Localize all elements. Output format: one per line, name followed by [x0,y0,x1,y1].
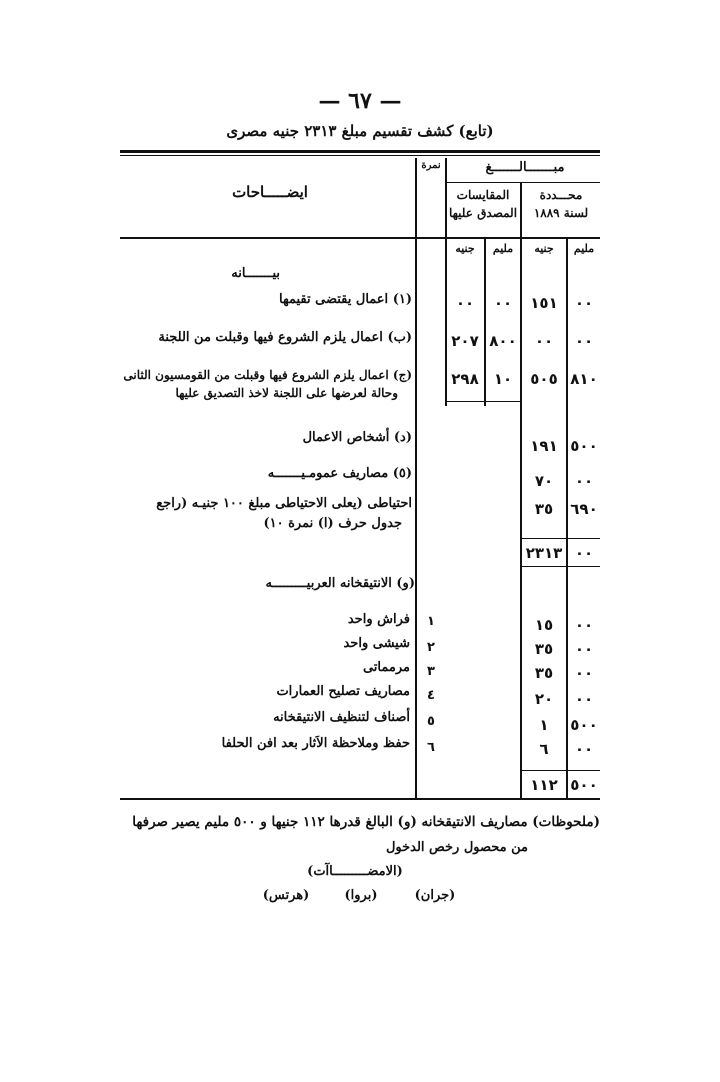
items-total-pound: ١١٢ [530,776,558,794]
item-millieme: ٠٠ [574,690,594,708]
signatory-1: (جران) [414,888,456,903]
subtotal-top-rule [520,538,600,539]
table-row-label-cont: وحالة لعرضها على اللجنة لاخذ التصديق عليها [175,386,398,400]
table-cell: ٢٩٨ [451,370,479,388]
note-line-2: من محصول رخص الدخول [385,840,528,855]
item-millieme: ٠٠ [574,640,594,658]
table-row-label: (٥) مصاريف عمومـيـــــــه [267,466,412,481]
table-cell: ٠٠ [534,332,554,350]
table-cell: ٥٠٥ [530,370,558,388]
item-label: فراش واحد [347,612,410,627]
table-cell: ٨٠٠ [489,332,517,350]
table-cell: ٠٠ [493,294,513,312]
table-cell: ٠٠ [574,294,594,312]
col-sep-fixed-mid [566,238,568,798]
table-cell: ٣٥ [534,500,554,518]
page-title: (تابع) كشف تقسيم مبلغ ٢٣١٣ جنيه مصرى [226,122,494,140]
header-fixed-sub: لسنة ١٨٨٩ [533,206,589,220]
item-label: مصاريف تصليح العمارات [276,684,410,699]
contracts-end-rule [445,401,520,402]
table-cell: ٢٠٧ [451,332,479,350]
table-cell: ١٩١ [530,437,558,455]
item-millieme: ٠٠ [574,664,594,682]
section-w-label: (و) الانتيقخانه العربيـــــــــه [265,576,415,591]
note-line-1: (ملحوظات) مصاريف الانتيقخانه (و) البالغ قدرها ١١٢ جنيها و ٥٠٠ مليم يصير صرفها [132,814,600,830]
header-contracts: المقايسات [456,188,510,202]
subtotal-millieme: ٠٠ [574,544,594,562]
table-cell: ٥٠٠ [570,437,598,455]
table-cell: ٠٠ [455,294,475,312]
table-cell: ٠٠ [574,472,594,490]
item-number: ٥ [427,714,435,729]
unit-rule [445,238,600,239]
item-millieme: ٥٠٠ [570,716,598,734]
subtotal-bottom-rule [520,566,600,567]
item-pound: ١٥ [534,616,554,634]
header-fixed: محـــددة [539,188,583,202]
items-total-top-rule [520,770,600,771]
table-cell: ٠٠ [574,332,594,350]
item-millieme: ٠٠ [574,616,594,634]
item-pound: ٦ [539,740,549,758]
signatory-2: (بروا) [344,888,378,903]
table-cell: ١٥١ [530,294,558,312]
item-number: ٣ [427,664,435,679]
item-pound: ٣٥ [534,640,554,658]
item-label: أصناف لتنظيف الانتيقخانه [273,710,410,725]
table-row-label: (ج) اعمال يلزم الشروع فيها وقبلت من القومسيون الثانى [123,368,412,382]
item-label: حفظ وملاحظة الاَثار بعد افن الحلفا [221,736,410,751]
header-fixed-pound: جنيه [534,242,554,255]
header-explanations: ايضـــــاحات [232,183,308,201]
table-row-label: (ب) اعمال يلزم الشروع فيها وقبلت من اللجنة [158,330,412,345]
amounts-sub-rule [445,182,600,183]
signatures-label: (الامضـــــــــاآت) [307,864,403,879]
header-amounts: مبـــــــالـــــــغ [485,160,565,175]
col-sep-number [415,158,417,798]
item-number: ٢ [427,640,435,655]
table-row-label: (١) اعمال يقتضى تقيمها [279,292,412,307]
item-number: ٦ [427,740,435,755]
table-bottom-rule [120,798,600,800]
table-cell: ١٠ [493,370,513,388]
table-top-rule-thin [120,155,600,156]
header-contracts-sub: المصدق عليها [448,206,518,220]
table-row-label: احتياطى (يعلى الاحتياطى مبلغ ١٠٠ جنيـه (راجع [156,496,412,511]
items-total-millieme: ٥٠٠ [570,776,598,794]
table-row-label-cont: جدول حرف (ا) نمرة ١٠) [263,516,402,531]
subtotal-pound: ٢٣١٣ [525,544,563,562]
item-pound: ٣٥ [534,664,554,682]
header-fixed-millieme: مليم [573,242,595,255]
item-millieme: ٠٠ [574,740,594,758]
header-contracts-millieme: مليم [492,242,514,255]
table-cell: ٧٠ [534,472,554,490]
table-cell: ٦٩٠ [570,500,598,518]
table-row-label: (د) أشخاص الاعمال [302,430,412,445]
item-label: مرمماتى [362,660,410,675]
header-contracts-pound: جنيه [455,242,475,255]
signatory-3: (هرتس) [262,888,310,903]
table-cell: ٨١٠ [570,370,598,388]
section-label: بيـــــــانه [231,266,280,281]
header-numbers: نمرة [421,160,441,171]
item-number: ٤ [427,688,435,703]
item-pound: ٢٠ [534,690,554,708]
table-top-rule [120,150,600,153]
item-number: ١ [427,614,435,629]
item-label: شيشى واحد [343,636,410,651]
page-number: — ٦٧ — [318,88,402,114]
item-pound: ١ [539,716,549,734]
